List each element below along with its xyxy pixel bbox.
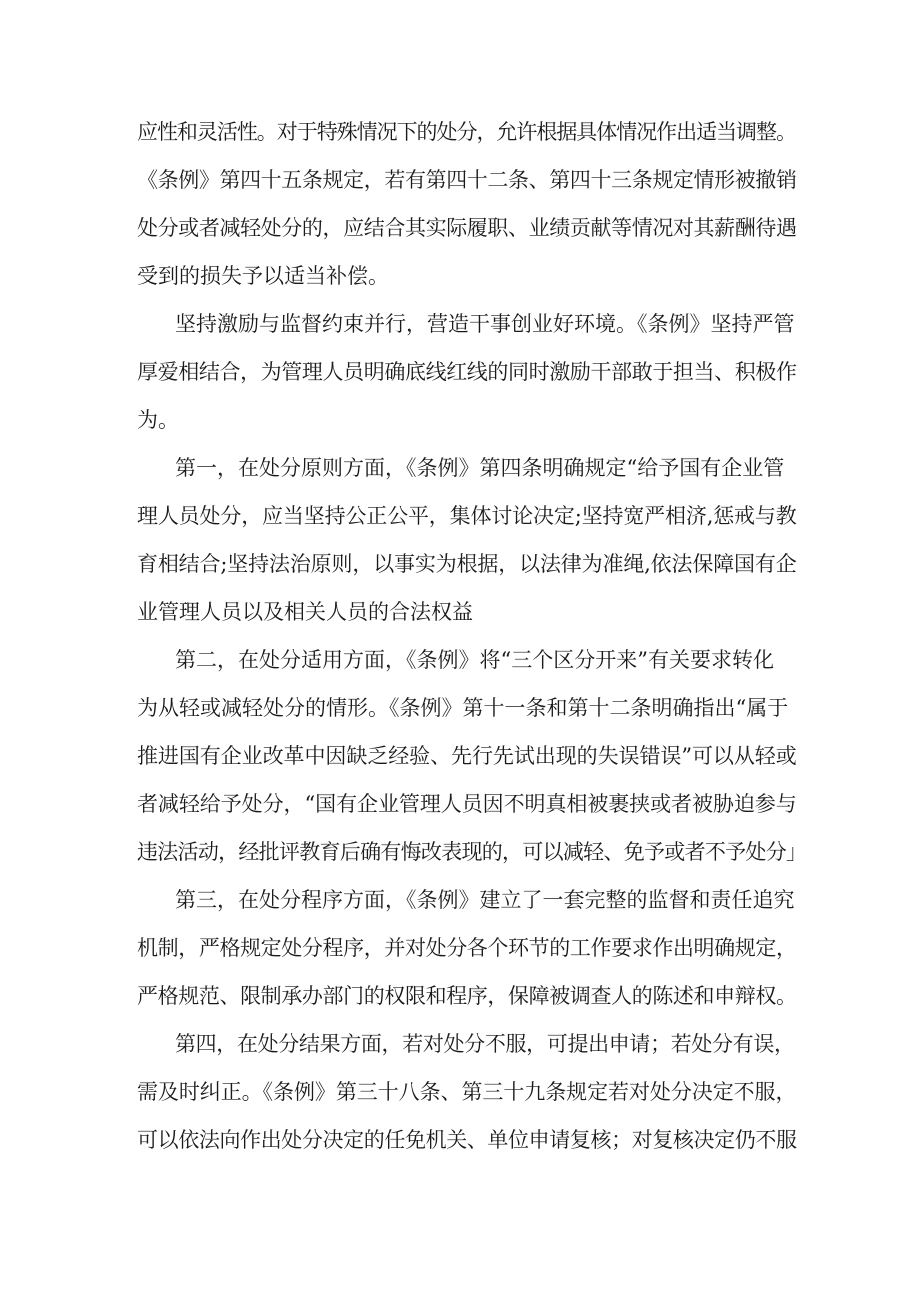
text-line: 者减轻给予处分，“国有企业管理人员因不明真相被裹挟或者被胁迫参与 — [137, 792, 797, 816]
text-line: 违法活动，经批评教育后确有悔改表现的，可以减轻、免予或者不予处分」 — [137, 840, 807, 864]
text-line: 需及时纠正。《条例》第三十八条、第三十九条规定若对处分决定不服， — [137, 1080, 797, 1104]
text-line: 育相结合;坚持法治原则，以事实为根据，以法律为准绳,依法保障国有企 — [137, 552, 797, 576]
text-line: 第三，在处分程序方面，《条例》建立了一套完整的监督和责任追究 — [175, 888, 795, 912]
text-line: 可以依法向作出处分决定的任免机关、单位申请复核；对复核决定仍不服 — [137, 1128, 797, 1152]
text-line: 业管理人员以及相关人员的合法权益 — [137, 600, 473, 624]
text-line: 机制，严格规定处分程序，并对处分各个环节的工作要求作出明确规定， — [137, 936, 797, 960]
text-line: 为从轻或减轻处分的情形。《条例》第十一条和第十二条明确指出“属于 — [137, 696, 789, 720]
text-line: 理人员处分，应当坚持公正公平，集体讨论决定;坚持宽严相济,惩戒与教 — [137, 504, 797, 528]
text-line: 厚爱相结合，为管理人员明确底线红线的同时激励干部敢于担当、积极作 — [137, 360, 797, 384]
text-line: 第四，在处分结果方面，若对处分不服，可提出申请；若处分有误， — [175, 1032, 795, 1056]
text-line: 《条例》第四十五条规定，若有第四十二条、第四十三条规定情形被撤销 — [137, 168, 797, 192]
text-line: 受到的损失予以适当补偿。 — [137, 264, 389, 288]
text-line: 坚持激励与监督约束并行，营造干事创业好环境。《条例》坚持严管 — [175, 312, 795, 336]
text-line: 第一，在处分原则方面，《条例》第四条明确规定“给予国有企业管 — [175, 456, 785, 480]
text-line: 处分或者减轻处分的，应结合其实际履职、业绩贡献等情况对其薪酬待遇 — [137, 216, 797, 240]
text-line: 应性和灵活性。对于特殊情况下的处分，允许根据具体情况作出适当调整。 — [137, 120, 796, 144]
text-line: 严格规范、限制承办部门的权限和程序，保障被调查人的陈述和申辩权。 — [137, 984, 797, 1008]
text-line: 推进国有企业改革中因缺乏经验、先行先试出现的失误错误”可以从轻或 — [137, 744, 797, 768]
text-line: 为。 — [137, 408, 179, 432]
text-line: 第二，在处分适用方面，《条例》将“三个区分开来”有关要求转化 — [175, 648, 774, 672]
